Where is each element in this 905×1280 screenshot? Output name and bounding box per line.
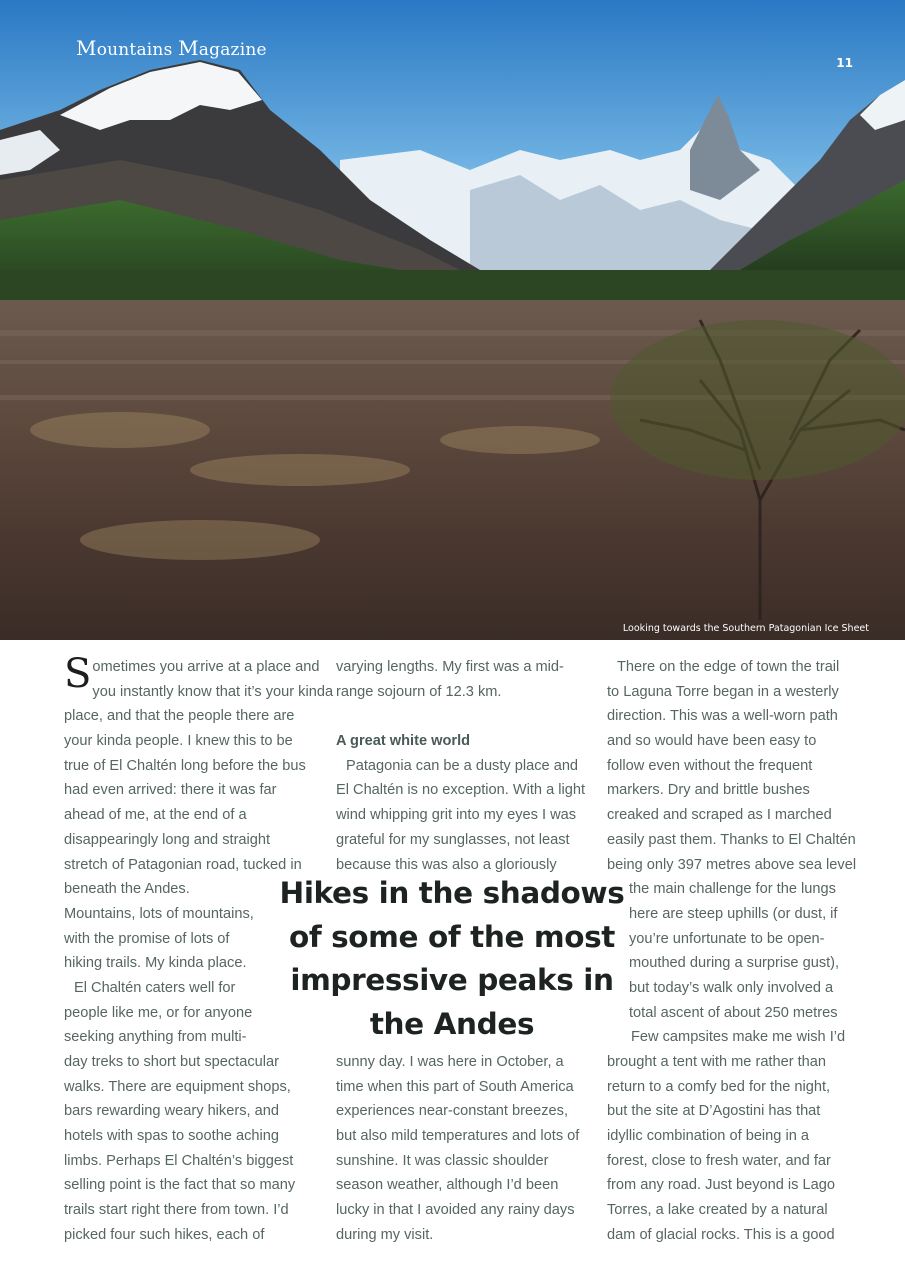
text-line: experiences near-constant breezes, bbox=[336, 1103, 569, 1120]
text-line: with the promise of lots of bbox=[64, 930, 230, 947]
text-line: Few campsites make me wish I’d bbox=[631, 1029, 846, 1046]
text-line: but also mild temperatures and lots of bbox=[336, 1128, 580, 1145]
text-line: true of El Chaltén long before the bus bbox=[64, 757, 306, 774]
text-line: time when this part of South America bbox=[336, 1078, 574, 1095]
text-line: disappearingly long and straight bbox=[64, 831, 271, 848]
text-line: lucky in that I avoided any rainy days bbox=[336, 1202, 575, 1219]
text-line: you’re unfortunate to be open- bbox=[629, 930, 825, 947]
text-line: day treks to short but spectacular bbox=[64, 1054, 279, 1070]
text-line: direction. This was a well-worn path bbox=[607, 708, 838, 725]
photo-caption: Looking towards the Southern Patagonian Ice Sheet bbox=[622, 623, 869, 634]
pull-quote-line: of some of the most bbox=[288, 919, 616, 954]
text-line: idyllic combination of being in a bbox=[607, 1128, 809, 1145]
text-line: ahead of me, at the end of a bbox=[64, 807, 247, 824]
pull-quote-line: impressive peaks in bbox=[290, 963, 614, 998]
text-line: but today’s walk only involved a bbox=[629, 979, 834, 996]
text-line: stretch of Patagonian road, tucked in bbox=[64, 856, 302, 873]
text-line: creaked and scraped as I marched bbox=[607, 807, 832, 824]
text-line: mouthed during a surprise gust), bbox=[629, 955, 840, 972]
text-line: trails start right there from town. I’d bbox=[64, 1202, 289, 1219]
text-line: ometimes you arrive at a place and bbox=[92, 659, 320, 675]
text-line: to Laguna Torre began in a westerly bbox=[607, 683, 839, 700]
text-line: sunshine. It was classic shoulder bbox=[336, 1152, 549, 1169]
text-line: walks. There are equipment shops, bbox=[64, 1078, 291, 1095]
pull-quote-line: Hikes in the shadows bbox=[279, 876, 625, 910]
drop-cap: S bbox=[64, 651, 92, 697]
text-line: seeking anything from multi- bbox=[64, 1029, 247, 1046]
text-line: markers. Dry and brittle bushes bbox=[607, 782, 810, 799]
text-line: grateful for my sunglasses, not least bbox=[336, 831, 570, 848]
text-line: being only 397 metres above sea level bbox=[607, 856, 857, 873]
article-column-3 bbox=[607, 655, 877, 1248]
text-line: during my visit. bbox=[336, 1226, 434, 1243]
text-line: hotels with spas to soothe aching bbox=[64, 1128, 279, 1145]
text-line: There on the edge of town the trail bbox=[617, 659, 840, 675]
text-line: Mountains, lots of mountains, bbox=[64, 905, 254, 922]
text-line: sunny day. I was here in October, a bbox=[336, 1054, 564, 1070]
text-line: return to a comfy bed for the night, bbox=[607, 1078, 831, 1095]
text-line: range sojourn of 12.3 km. bbox=[336, 683, 502, 700]
text-line: forest, close to fresh water, and far bbox=[607, 1152, 831, 1169]
text-line: Torres, a lake created by a natural bbox=[607, 1202, 828, 1219]
text-line: selling point is the fact that so many bbox=[64, 1177, 296, 1194]
text-line: follow even without the frequent bbox=[607, 757, 813, 774]
text-line: because this was also a gloriously bbox=[336, 856, 557, 873]
text-line: you instantly know that it’s your kinda bbox=[92, 683, 334, 700]
text-line: had even arrived: there it was far bbox=[64, 782, 277, 799]
text-line: wind whipping grit into my eyes I was bbox=[336, 807, 577, 824]
pull-quote-line: the Andes bbox=[369, 1006, 535, 1041]
text-line: dam of glacial rocks. This is a good bbox=[607, 1226, 835, 1243]
text-line: place, and that the people there are bbox=[64, 708, 295, 725]
text-line: El Chaltén caters well for bbox=[74, 979, 236, 996]
magazine-title: Mountains Magazine bbox=[76, 36, 267, 60]
text-line: bars rewarding weary hikers, and bbox=[64, 1103, 279, 1120]
pull-quote bbox=[270, 872, 634, 1046]
text-line: the main challenge for the lungs bbox=[629, 881, 836, 898]
text-line: people like me, or for anyone bbox=[64, 1004, 253, 1021]
text-line: from any road. Just beyond is Lago bbox=[607, 1177, 835, 1194]
text-line: beneath the Andes. bbox=[64, 881, 190, 898]
text-line: season weather, although I’d been bbox=[336, 1177, 559, 1194]
text-line: easily past them. Thanks to El Chaltén bbox=[607, 831, 856, 848]
text-line: Patagonia can be a dusty place and bbox=[346, 757, 579, 774]
text-line: hiking trails. My kinda place. bbox=[64, 955, 247, 972]
text-line: and so would have been easy to bbox=[607, 733, 817, 750]
text-line: your kinda people. I knew this to be bbox=[64, 733, 293, 750]
section-subheading: A great white world bbox=[336, 733, 471, 750]
page-number: 11 bbox=[836, 56, 853, 70]
text-line: picked four such hikes, each of bbox=[64, 1226, 265, 1243]
text-line: El Chaltén is no exception. With a light bbox=[336, 782, 586, 799]
text-line: total ascent of about 250 metres bbox=[629, 1004, 838, 1021]
text-line: varying lengths. My first was a mid- bbox=[336, 659, 564, 675]
text-line: but the site at D’Agostini has that bbox=[607, 1103, 821, 1120]
text-line: brought a tent with me rather than bbox=[607, 1054, 827, 1070]
text-line: limbs. Perhaps El Chaltén’s biggest bbox=[64, 1152, 294, 1169]
text-line: here are steep uphills (or dust, if bbox=[629, 905, 838, 922]
